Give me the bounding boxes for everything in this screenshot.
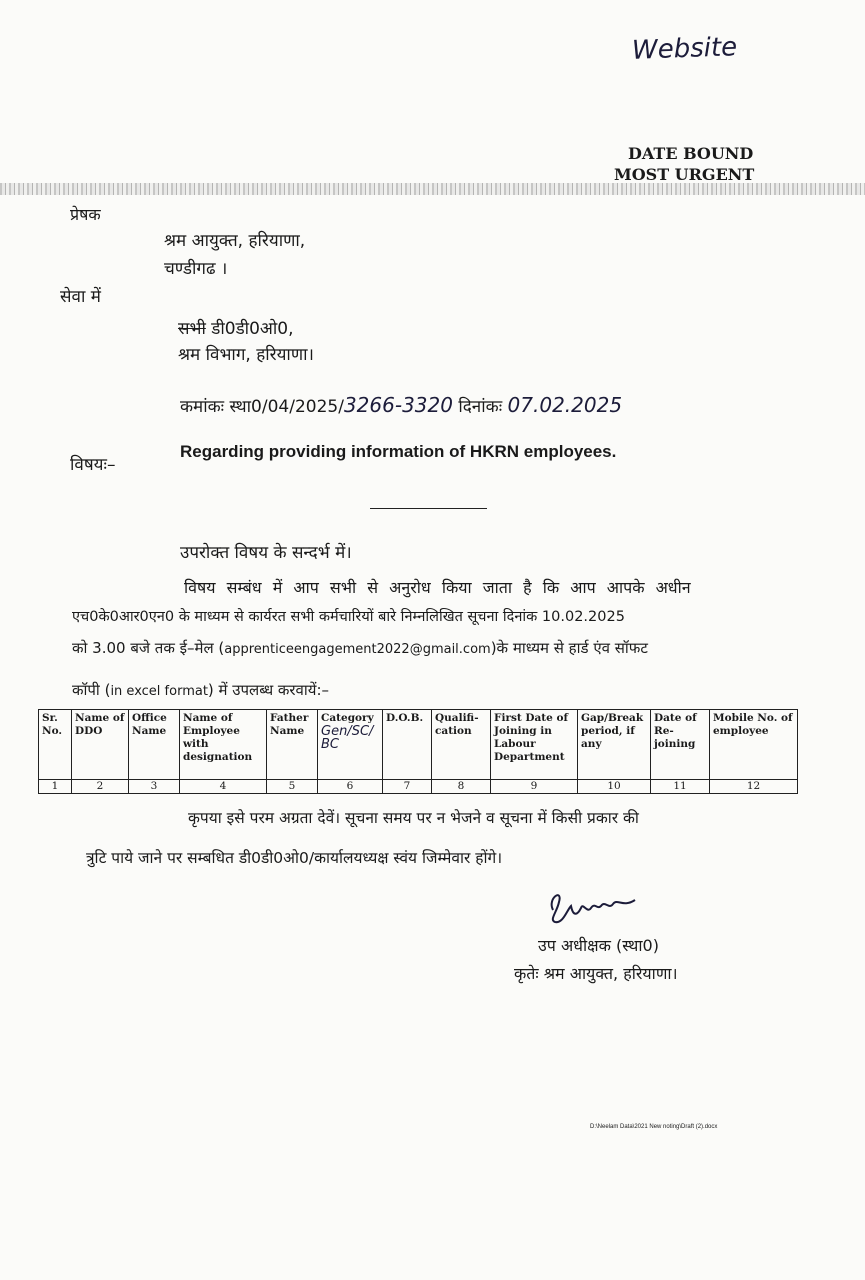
category-label: Category [321, 712, 374, 724]
signature-scribble [545, 880, 640, 928]
category-handwritten-2: BC [321, 737, 339, 752]
reference-prefix: कमांकः स्था0/04/2025/ [180, 397, 344, 417]
table-header-cell: Sr. No. [39, 710, 72, 780]
body-line-3 [72, 638, 648, 658]
signatory-designation: उप अधीक्षक (स्था0) [538, 936, 659, 955]
reference-date-label: दिनांकः [458, 397, 503, 417]
table-header-cell: D.O.B. [383, 710, 432, 780]
table-header-cell: Qualifi-cation [432, 710, 491, 780]
reference-line [180, 393, 622, 417]
table-header-cell: Office Name [129, 710, 180, 780]
table-header-cell: Father Name [267, 710, 318, 780]
table-cell: 11 [651, 780, 710, 794]
table-number-row [39, 780, 798, 794]
to-line-2: श्रम विभाग, हरियाणा। [178, 345, 314, 365]
body-intro: उपरोक्त विषय के सन्दर्भ में। [180, 543, 352, 563]
struck-word: सभी [178, 319, 206, 339]
signatory-for: कृतेः श्रम आयुक्त, हरियाणा। [514, 964, 678, 983]
excel-format: in excel format [110, 684, 208, 699]
reference-number: 3266-3320 [343, 393, 453, 417]
signature-stroke [552, 895, 635, 922]
table-cell: 7 [383, 780, 432, 794]
handwritten-note: Website [631, 32, 738, 66]
body-line-2: एच0के0आर0एन0 के माध्यम से कार्यरत सभी कर्मचारियों बारे निम्नलिखित सूचना दिनांक 10.02.2025 [72, 609, 625, 625]
subject-divider [370, 508, 487, 509]
table-cell: 1 [39, 780, 72, 794]
most-urgent-label: MOST URGENT [614, 165, 755, 184]
closing-line-1: कृपया इसे परम अग्रता देवें। सूचना समय पर न भेजने व सूचना में किसी प्रकार की [188, 809, 639, 827]
body-line-4-b: ) में उपलब्ध करवायें:– [207, 681, 330, 699]
body-line-3-b: )के माध्यम से हार्ड एंव सॉफट [490, 639, 648, 657]
table-header-cell: Name of Employee with designation [180, 710, 267, 780]
email-address: apprenticeengagement2022@gmail.com [224, 642, 491, 657]
table-cell: 2 [72, 780, 129, 794]
to-label: सेवा में [60, 287, 101, 307]
table-header-cell: Name of DDO [72, 710, 129, 780]
table-header-cell: First Date of Joining in Labour Department [491, 710, 578, 780]
table-header-row [39, 710, 798, 780]
table-cell: 4 [180, 780, 267, 794]
file-path-footer: D:\Neelam Data\2021 New noting\Draft (2).docx [590, 1124, 718, 1130]
body-line-3-a: को 3.00 बजे तक ई–मेल ( [72, 639, 225, 657]
subject-label: विषयः– [70, 455, 116, 475]
date-bound-label: DATE BOUND [628, 144, 754, 163]
to-line-1 [178, 316, 294, 339]
table-cell: 10 [578, 780, 651, 794]
from-line-1: श्रम आयुक्त, हरियाणा, [164, 231, 306, 251]
closing-line-2: त्रुटि पाये जाने पर सम्बधित डी0डी0ओ0/कार्यालयध्यक्ष स्वंय जिम्मेवार होंगे। [86, 849, 503, 867]
table-header-cell: Gap/Break period, if any [578, 710, 651, 780]
table-header-cell: Date of Re-joining [651, 710, 710, 780]
scan-noise-strip [0, 183, 865, 195]
to-line-1-rest: डी0डी0ओ0, [205, 319, 294, 339]
from-line-2: चण्डीगढ । [164, 259, 228, 279]
body-line-4-a: कॉपी ( [72, 681, 111, 699]
table-header-cell: Mobile No. of employee [710, 710, 798, 780]
table-cell: 6 [318, 780, 383, 794]
table-cell: 8 [432, 780, 491, 794]
employee-info-table [38, 709, 798, 794]
table-cell: 3 [129, 780, 180, 794]
category-handwritten: Gen/SC/ [321, 724, 374, 739]
table-cell: 12 [710, 780, 798, 794]
body-line-4 [72, 680, 329, 700]
body-line-1: विषय सम्बंध में आप सभी से अनुरोध किया जाता है कि आप आपके अधीन [184, 578, 691, 597]
table-cell: 9 [491, 780, 578, 794]
reference-date: 07.02.2025 [507, 393, 623, 417]
from-label: प्रेषक [70, 205, 101, 224]
table-header-cell [318, 710, 383, 780]
table-cell: 5 [267, 780, 318, 794]
subject-text: Regarding providing information of HKRN employees. [180, 442, 617, 461]
